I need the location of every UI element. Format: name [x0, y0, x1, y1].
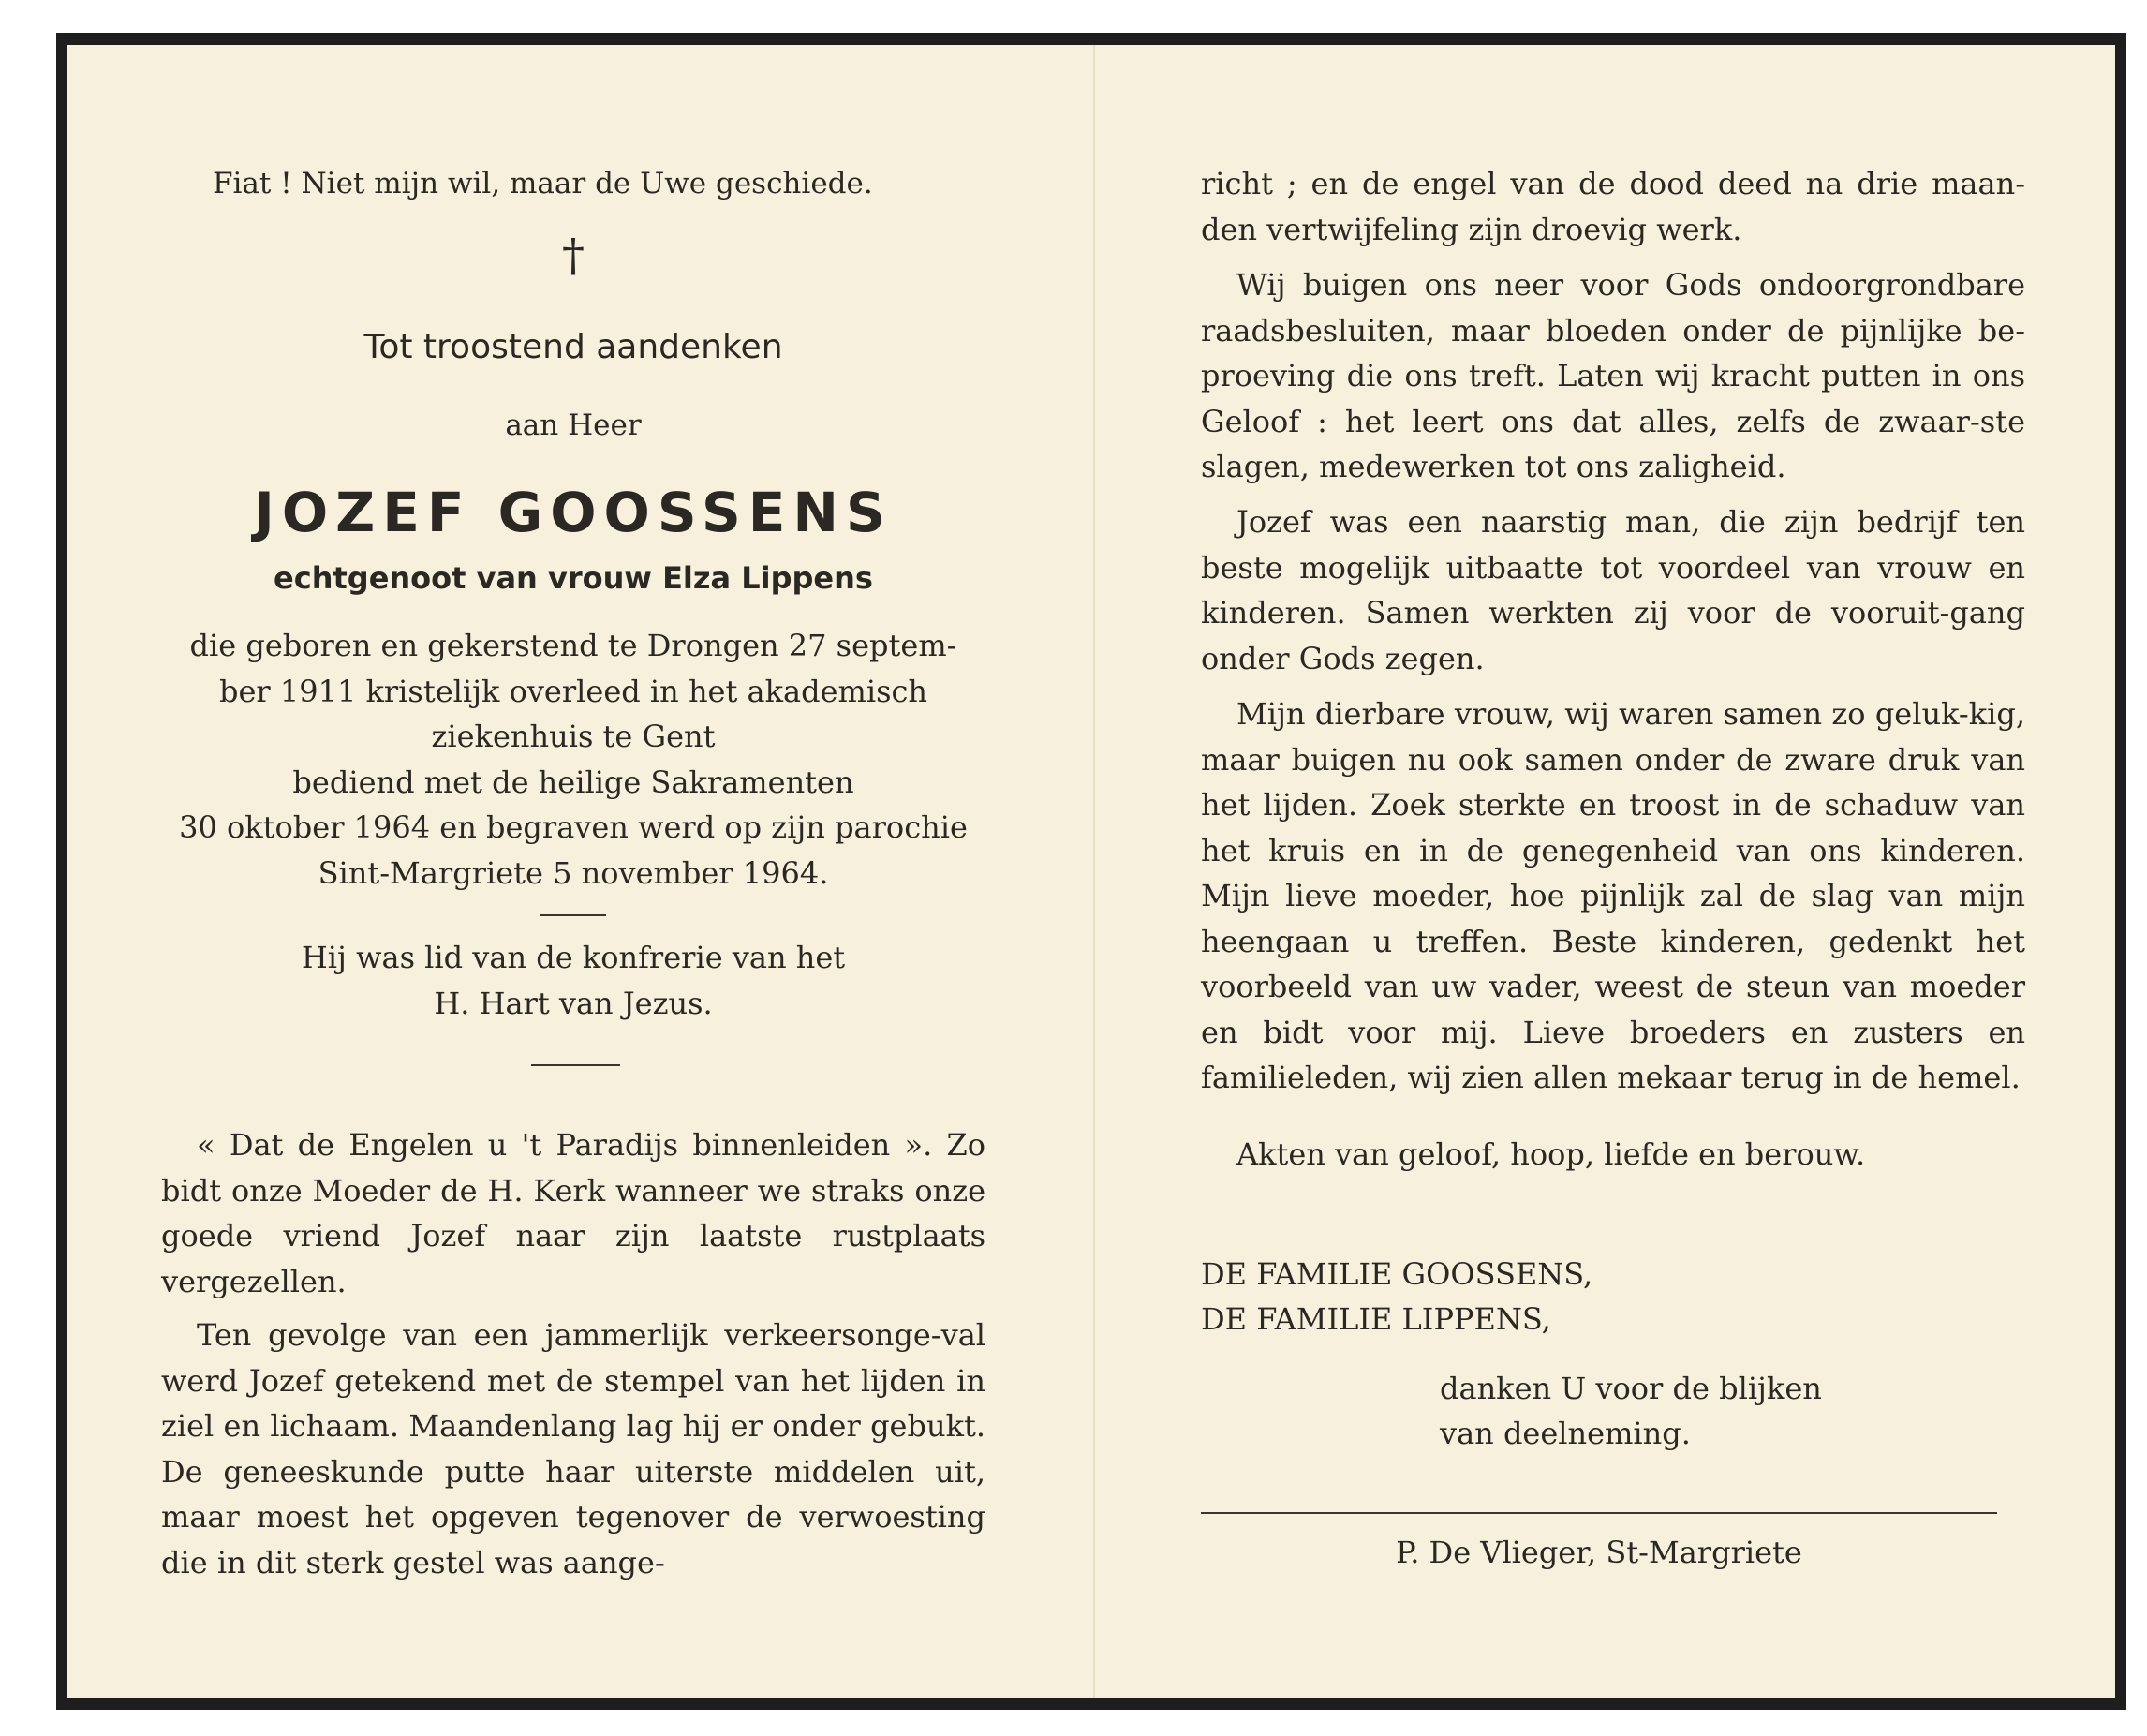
prayer-line: Akten van geloof, hoop, liefde en berouw.: [1236, 1136, 1866, 1172]
intro-line: Tot troostend aandenken: [363, 328, 783, 366]
confraternity: [161, 935, 985, 1026]
thanks-line: van deelneming.: [1440, 1416, 1691, 1451]
bio-line: Sint-Margriete 5 november 1964.: [318, 854, 829, 891]
divider: [540, 914, 606, 916]
paragraph: Ten gevolge van een jammerlijk verkeersonge-val werd Jozef getekend met de stempel van het lijden in ziel en lichaam. Maandenlang lag hij er onder gebukt. De geneeskunde putte haar uiterste middelen uit, maar moest het opgeven tegenover de verwoesting die in dit sterk gestel was aange-: [161, 1317, 985, 1580]
bio-line: bediend met de heilige Sakramenten: [292, 764, 854, 800]
divider: [1201, 1512, 1997, 1514]
family-lippens: DE FAMILIE LIPPENS,: [1201, 1301, 1551, 1337]
thanks-line: danken U voor de blijken: [1440, 1371, 1822, 1406]
biography: [161, 623, 985, 896]
cross-symbol: †: [562, 230, 585, 282]
fold-line: [1093, 45, 1095, 1698]
paragraph: Wij buigen ons neer voor Gods ondoorgrondbare raadsbesluiten, maar bloeden onder de pijnlijke be-proeving die ons treft. Laten wij kracht putten in ons Geloof : het leert ons dat alles, zelfs de zwaar-ste slagen, medewerken tot ons zaligheid.: [1201, 267, 2025, 484]
family-goossens: DE FAMILIE GOOSSENS,: [1201, 1256, 1593, 1292]
paragraph: richt ; en de engel van de dood deed na drie maan-den vertwijfeling zijn droevig werk.: [1201, 166, 2025, 247]
salutation: aan Heer: [505, 408, 642, 442]
paragraph: Jozef was een naarstig man, die zijn bedrijf ten beste mogelijk uitbaatte tot voordeel van vrouw en kinderen. Samen werkten zij voor de vooruit-gang onder Gods zegen.: [1201, 504, 2025, 676]
printer-credit: P. De Vlieger, St-Margriete: [1396, 1535, 1802, 1570]
paragraph: Mijn dierbare vrouw, wij waren samen zo geluk-kig, maar buigen nu ook samen onder de zware druk van het lijden. Zoek sterkte en troost in de schaduw van het kruis en in de genegenheid van ons kinderen. Mijn lieve moeder, hoe pijnlijk zal de slag van mijn heengaan u treffen. Beste kinderen, gedenkt het voorbeeld van uw vader, weest de steun van moeder en bidt voor mij. Lieve broeders en zusters en familieleden, wij zien allen mekaar terug in de hemel.: [1201, 696, 2025, 1095]
bio-line: ziekenhuis te Gent: [431, 719, 716, 754]
deceased-name: JOZEF GOOSSENS: [254, 481, 893, 544]
spouse-line: echtgenoot van vrouw Elza Lippens: [274, 560, 873, 596]
bio-line: 30 oktober 1964 en begraven werd op zijn parochie: [179, 809, 968, 845]
confraternity-line: H. Hart van Jezus.: [434, 985, 713, 1021]
memorial-card: [67, 45, 2115, 1698]
paragraph: « Dat de Engelen u 't Paradijs binnenleiden ». Zo bidt onze Moeder de H. Kerk wanneer we straks onze goede vriend Jozef naar zijn laatste rustplaats vergezellen.: [161, 1127, 985, 1299]
bio-line: ber 1911 kristelijk overleed in het akademisch: [218, 673, 928, 709]
bio-line: die geboren en gekerstend te Drongen 27 septem-: [189, 628, 957, 663]
divider: [531, 1064, 620, 1066]
confraternity-line: Hij was lid van de konfrerie van het: [301, 940, 846, 975]
motto: Fiat ! Niet mijn wil, maar de Uwe geschiede.: [213, 167, 873, 200]
